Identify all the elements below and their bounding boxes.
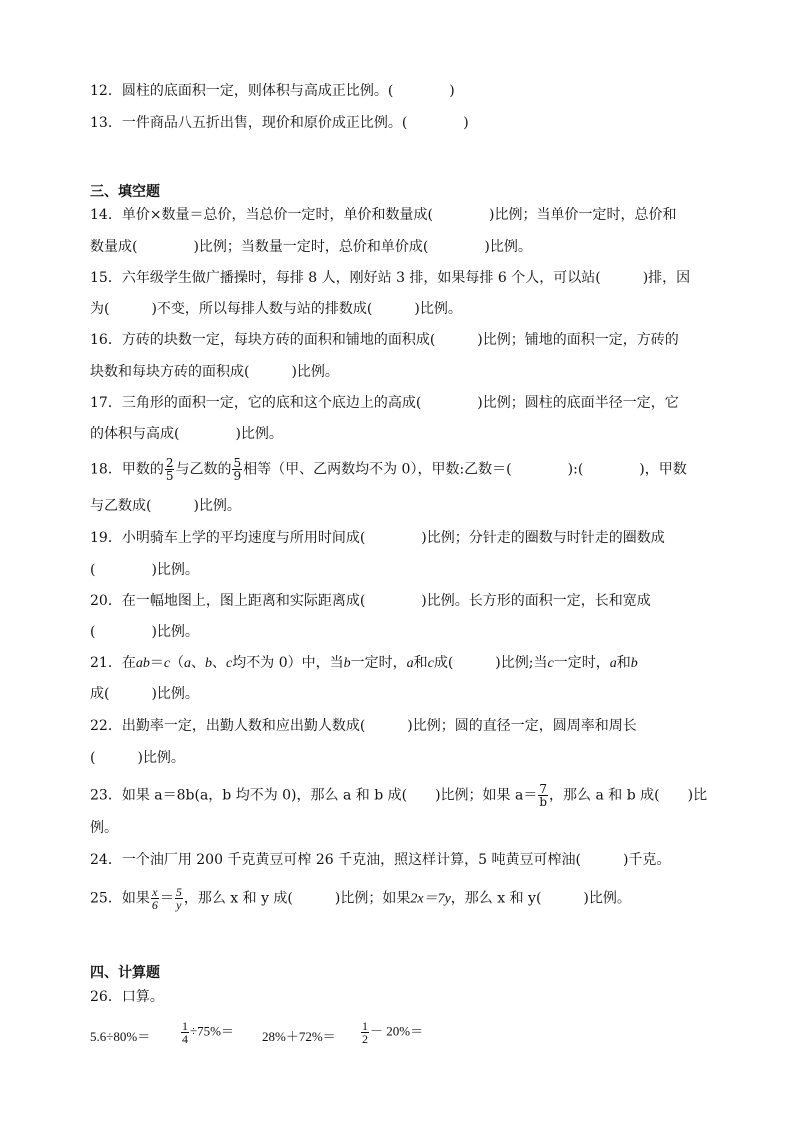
- q18-text2: 与乙数的: [175, 461, 232, 478]
- question-22-line2: ( )比例。: [90, 750, 185, 766]
- calc2-num: 1: [182, 1019, 188, 1033]
- q18-frac2-num: 5: [233, 456, 242, 470]
- question-20-line1: 20．在一幅地图上，图上距离和实际距离成( )比例。长方形的面积一定，长和宽成: [90, 593, 651, 609]
- q21-var-c3: c: [427, 656, 434, 671]
- question-23-line2: 例。: [90, 820, 118, 836]
- q18-fraction-1: [165, 457, 175, 482]
- q21-and2: 和: [616, 655, 631, 671]
- question-23-line1: [90, 783, 707, 808]
- question-22-line1: 22．出勤率一定，出勤人数和应出勤人数成( )比例；圆的直径一定，圆周率和周长: [90, 718, 637, 734]
- q25-expression: 2x＝7y: [410, 891, 451, 907]
- question-19-line2: ( )比例。: [90, 562, 199, 578]
- q21-text2: 均不为 0）中，当: [232, 655, 344, 671]
- q21-text1: 21．在: [90, 655, 136, 671]
- calc4-den: 2: [362, 1032, 368, 1046]
- q21-var-b: b: [205, 656, 213, 671]
- question-16-line2: 块数和每块方砖的面积成( )比例。: [90, 364, 339, 380]
- question-25: [90, 886, 631, 911]
- question-18-line2: 与乙数成( )比例。: [90, 498, 241, 514]
- q18-frac2-den: 9: [233, 469, 242, 483]
- q21-var-c: c: [163, 656, 171, 671]
- q25-text3: ，那么 x 和 y( )比例。: [450, 890, 631, 907]
- section-heading-fill-in: 三、填空题: [90, 184, 160, 200]
- q25-frac1-num: x: [152, 885, 158, 899]
- calc4-fraction: [361, 1020, 369, 1045]
- question-21-line1: [90, 653, 638, 674]
- q25-frac1-den: 6: [151, 898, 158, 912]
- calc-item-2: [180, 1020, 234, 1045]
- q21-text4: 成( )比例;当: [433, 655, 548, 671]
- q23-text2: ，那么 a 和 b 成( )比: [549, 787, 708, 804]
- question-20-line2: ( )比例。: [90, 624, 199, 640]
- calc2-fraction: [181, 1020, 189, 1045]
- q23-frac-den: b: [539, 795, 548, 809]
- question-16-line1: 16．方砖的块数一定，每块方砖的面积和铺地的面积成( )比例；铺地的面积一定，方砖的: [90, 332, 679, 348]
- q25-text2: ，那么 x 和 y 成( )比例；如果: [183, 890, 411, 907]
- question-26: 26．口算。: [90, 989, 164, 1005]
- q23-fraction: [538, 783, 548, 808]
- question-18-line1: [90, 457, 687, 482]
- q21-var-a3: a: [609, 656, 617, 671]
- calc-item-1: 5.6÷80%＝: [90, 1029, 151, 1044]
- calc-item-4: [360, 1020, 423, 1045]
- question-19-line1: 19．小明骑车上学的平均速度与所用时间成( )比例；分针走的圈数与时针走的圈数成: [90, 530, 665, 546]
- q21-and1: 和: [413, 655, 428, 671]
- question-17-line1: 17．三角形的面积一定，它的底和这个底边上的高成( )比例；圆柱的底面半径一定，它: [90, 395, 679, 411]
- q21-var-c2: c: [226, 656, 233, 671]
- q21-text5: 一定时，: [553, 655, 610, 671]
- question-24: 24．一个油厂用 200 千克黄豆可榨 26 千克油，照这样计算，5 吨黄豆可榨油( )千克。: [90, 852, 671, 868]
- q21-var-b2: b: [343, 656, 351, 671]
- q23-text1: 23．如果 a＝8b(a，b 均不为 0)，那么 a 和 b 成( )比例；如果 a＝: [90, 787, 538, 804]
- calc-item-3: 28%＋72%＝: [262, 1029, 336, 1044]
- calc4-rest: － 20%＝: [370, 1023, 424, 1039]
- calc2-den: 4: [182, 1032, 188, 1046]
- q18-fraction-2: [232, 457, 242, 482]
- question-14-line1: 14．单价×数量＝总价，当总价一定时，单价和数量成( )比例；当单价一定时，总价和: [90, 207, 677, 223]
- q21-paren: （: [170, 655, 185, 671]
- question-17-line2: 的体积与高成( )比例。: [90, 426, 283, 442]
- q21-text3: 一定时，: [350, 655, 407, 671]
- question-15-line1: 15．六年级学生做广播操时，每排 8 人，刚好站 3 排，如果每排 6 个人，可以站( )排，因: [90, 270, 691, 286]
- question-13: 13．一件商品八五折出售，现价和原价成正比例。( ): [90, 115, 469, 131]
- q25-frac2-den: y: [176, 898, 182, 912]
- q21-var-b3: b: [630, 656, 638, 671]
- q25-equals: ＝: [159, 890, 174, 907]
- q21-sep2: 、: [212, 655, 227, 671]
- question-12: 12．圆柱的底面积一定，则体积与高成正比例。( ): [90, 83, 455, 99]
- section-heading-calculation: 四、计算题: [90, 965, 160, 981]
- calc2-rest: ÷75%＝: [190, 1023, 234, 1039]
- q18-frac1-den: 5: [165, 469, 174, 483]
- q21-equals: ＝: [149, 655, 164, 671]
- calc4-num: 1: [362, 1019, 368, 1033]
- q21-var-a: a: [184, 656, 192, 671]
- q18-text1: 18．甲数的: [90, 461, 164, 478]
- q21-var-ab: ab: [135, 656, 150, 671]
- q25-frac2-num: 5: [175, 885, 182, 899]
- q25-text1: 25．如果: [90, 890, 150, 907]
- q21-var-a2: a: [406, 656, 414, 671]
- q25-fraction-1: [151, 886, 159, 911]
- q25-fraction-2: [175, 886, 183, 911]
- q21-var-c4: c: [547, 656, 554, 671]
- q23-frac-num: 7: [539, 782, 548, 796]
- q21-sep1: 、: [191, 655, 206, 671]
- q18-text3: 相等（甲、乙两数均不为 0），甲数:乙数＝( ):( )，甲数: [243, 461, 687, 478]
- question-21-line2: 成( )比例。: [90, 686, 199, 702]
- question-14-line2: 数量成( )比例；当数量一定时，总价和单价成( )比例。: [90, 239, 532, 255]
- q18-frac1-num: 2: [165, 456, 174, 470]
- question-15-line2: 为( )不变，所以每排人数与站的排数成( )比例。: [90, 301, 462, 317]
